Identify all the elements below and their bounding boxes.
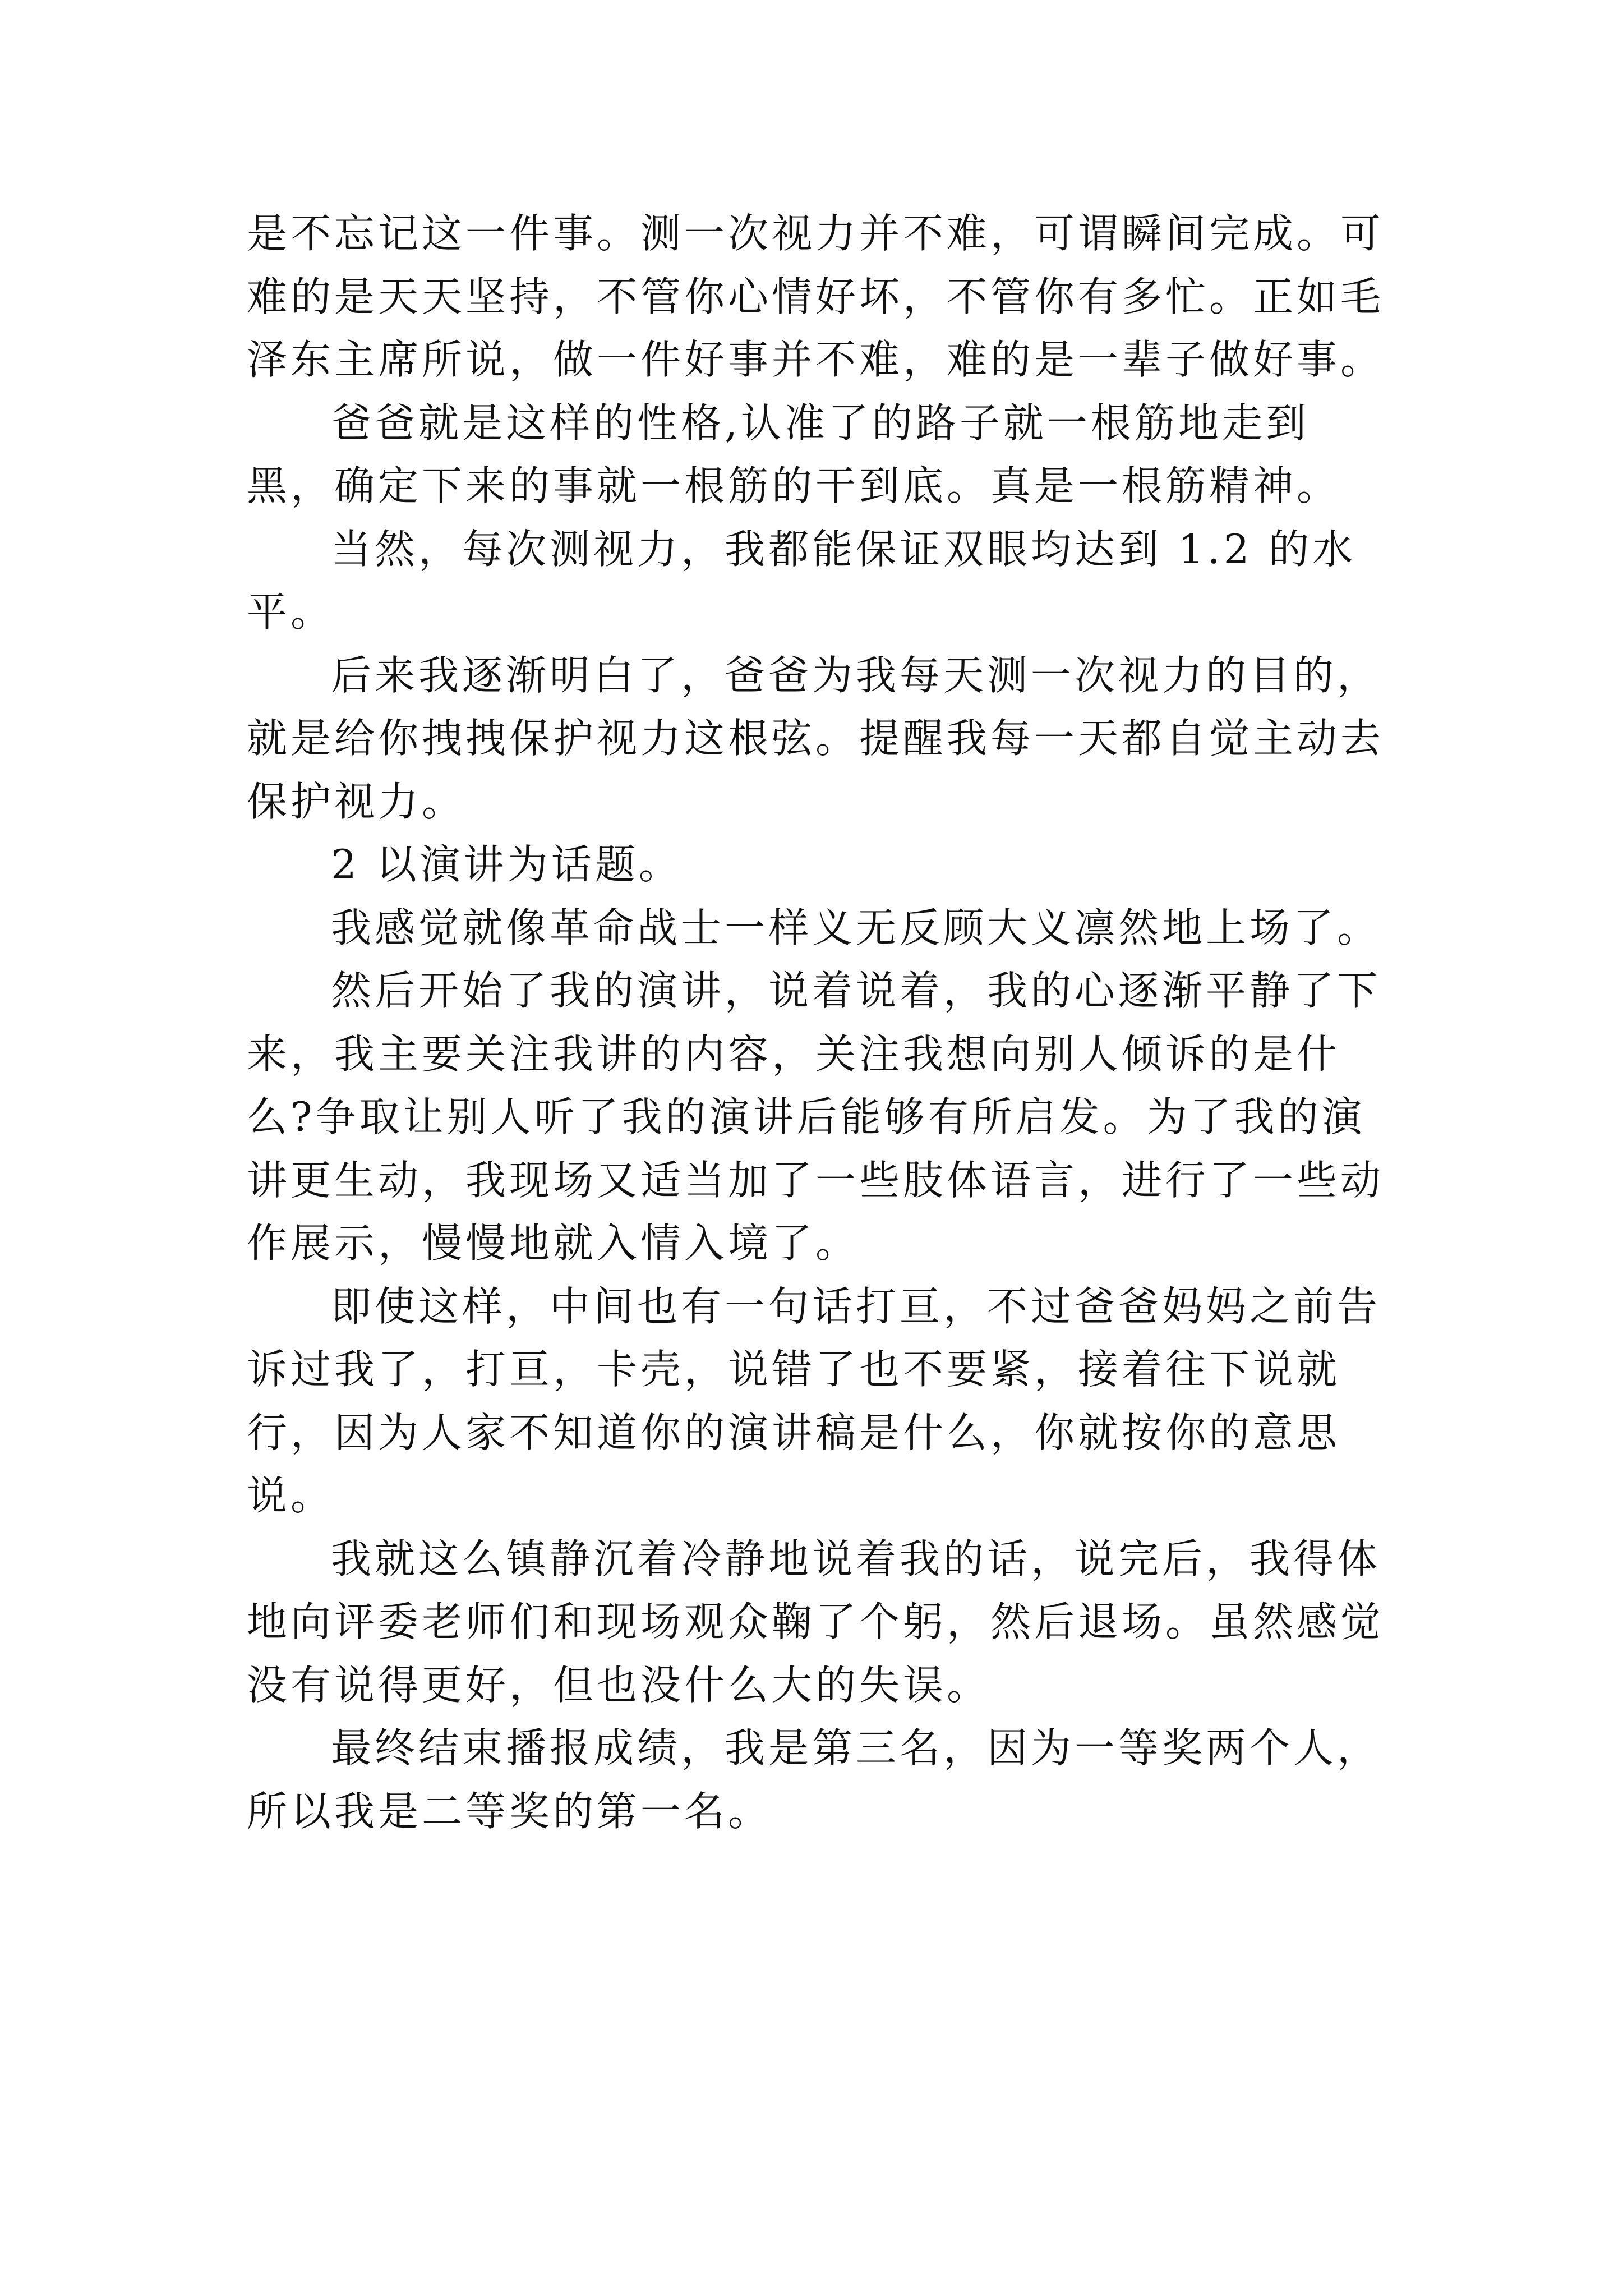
paragraph: 爸爸就是这样的性格,认准了的路子就一根筋地走到黑，确定下来的事就一根筋的干到底。真是一根筋精神。 xyxy=(247,399,1341,509)
section-heading: 2 以演讲为话题。 xyxy=(331,841,683,888)
document-body xyxy=(247,202,1396,1843)
paragraph: 后来我逐渐明白了，爸爸为我每天测一次视力的目的，就是给你拽拽保护视力这根弦。提醒我每一天都自觉主动去保护视力。 xyxy=(247,651,1385,825)
paragraph: 即使这样，中间也有一句话打亘，不过爸爸妈妈之前告诉过我了，打亘，卡壳，说错了也不要紧，接着往下说就行，因为人家不知道你的演讲稿是什么，你就按你的意思说。 xyxy=(247,1282,1381,1519)
paragraph: 当然，每次测视力，我都能保证双眼均达到 1.2 的水平。 xyxy=(247,525,1357,636)
paragraph-continued: 是不忘记这一件事。测一次视力并不难，可谓瞬间完成。可难的是天天坚持，不管你心情好坏，不管你有多忙。正如毛泽东主席所说，做一件好事并不难，难的是一辈子做好事。 xyxy=(247,210,1385,383)
paragraph: 我感觉就像革命战士一样义无反顾大义凛然地上场了。 xyxy=(331,904,1381,951)
paragraph: 最终结束播报成绩，我是第三名，因为一等奖两个人，所以我是二等奖的第一名。 xyxy=(247,1724,1381,1835)
paragraph: 我就这么镇静沉着冷静地说着我的话，说完后，我得体地向评委老师们和现场观众鞠了个躬，然后退场。虽然感觉没有说得更好，但也没什么大的失误。 xyxy=(247,1535,1385,1709)
paragraph: 然后开始了我的演讲，说着说着，我的心逐渐平静了下来，我主要关注我讲的内容，关注我想向别人倾诉的是什么?争取让别人听了我的演讲后能够有所启发。为了我的演讲更生动，我现场又适当加了一些肢体语言，进行了一些动作展示，慢慢地就入情入境了。 xyxy=(247,967,1385,1267)
